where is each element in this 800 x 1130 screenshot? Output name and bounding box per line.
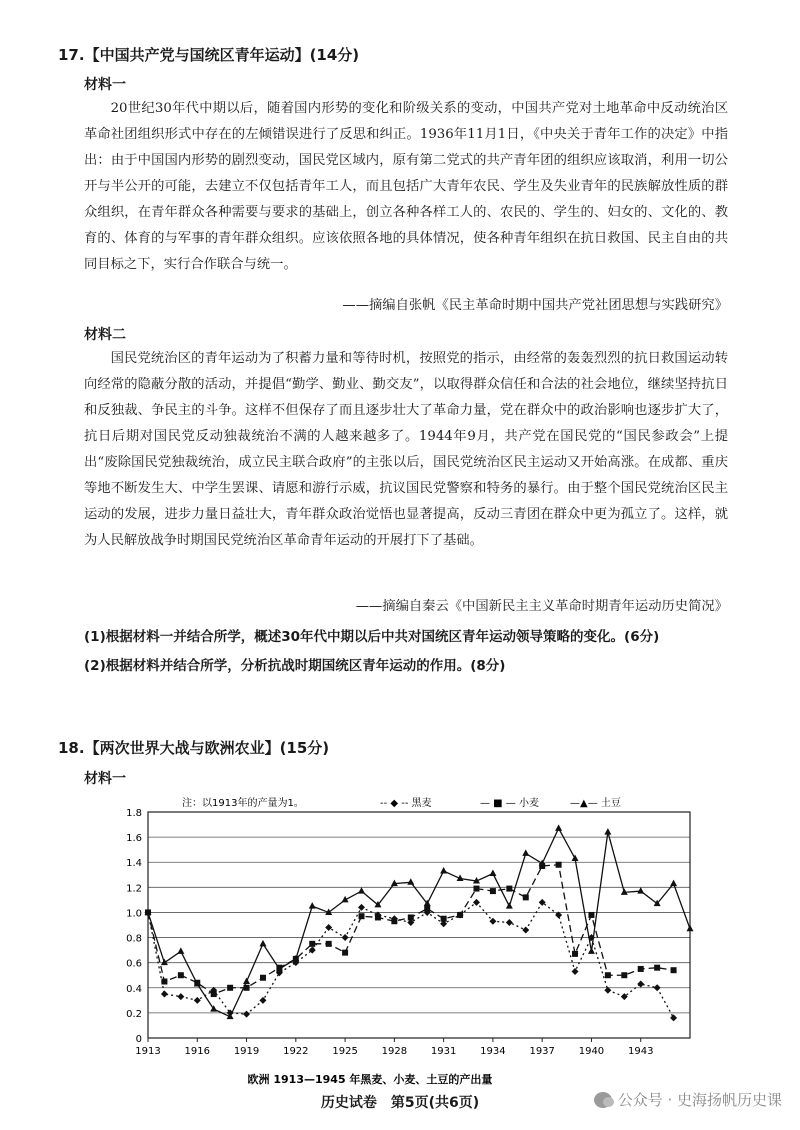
- data-point-wheat: [260, 975, 266, 981]
- data-point-potato: [604, 828, 611, 835]
- data-point-rye: [506, 919, 513, 926]
- question-18-title: 18.【两次世界大战与欧洲农业】(15分): [58, 739, 330, 757]
- x-tick-label: 1928: [381, 1046, 408, 1057]
- legend-item-potato: —▲— 土豆: [570, 798, 621, 809]
- data-point-potato: [555, 824, 562, 831]
- data-point-wheat: [556, 862, 562, 868]
- data-point-rye: [243, 1011, 250, 1018]
- data-point-rye: [161, 991, 168, 998]
- q17-material1-source: ——摘编自张帆《民主革命时期中国共产党社团思想与实践研究》: [342, 298, 728, 313]
- data-point-wheat: [572, 951, 578, 957]
- data-point-wheat: [227, 985, 233, 991]
- data-point-wheat: [161, 979, 167, 985]
- data-point-wheat: [178, 972, 184, 978]
- data-point-wheat: [654, 965, 660, 971]
- q18-material1-label: 材料一: [84, 771, 126, 787]
- data-point-potato: [177, 947, 184, 954]
- data-point-rye: [654, 984, 661, 991]
- data-point-potato: [358, 887, 365, 894]
- y-tick-label: 1.8: [126, 808, 142, 819]
- data-point-wheat: [391, 918, 397, 924]
- data-point-rye: [473, 899, 480, 906]
- q17-material2-text: 国民党统治区的青年运动为了积蓄力量和等待时机，按照党的指示，由经常的轰轰烈烈的抗日救国运动转向经常的隐蔽分散的活动，并提倡“勤学、勤业、勤交友”，以取得群众信任和合法的社会地位，继续坚持抗日和反独裁、争民主的斗争。这样不但保存了而且逐步壮大了革命力量，党在群众中的政治影响也逐步扩大了，抗日后期对国民党反动独裁统治不满的人越来越多了。1944年9月，共产党在国民党的“国民参政会”上提出“废除国民党独裁统治，成立民主联合政府”的主张以后，国民党统治区民主运动又开始高涨。在成都、重庆等地不断发生大、中学生罢课、请愿和游行示威，抗议国民党警察和特务的暴行。由于整个国民党统治区民主运动的发展，进步力量日益壮大，青年群众政治觉悟也显著提高，反动三青团在群众中更为孤立了。这样，就为人民解放战争时期国民党统治区革命青年运动的开展打下了基础。: [84, 351, 728, 548]
- data-point-potato: [506, 902, 513, 909]
- data-point-wheat: [638, 966, 644, 972]
- data-point-wheat: [441, 916, 447, 922]
- data-point-potato: [407, 878, 414, 885]
- data-point-rye: [670, 1014, 677, 1021]
- data-point-rye: [259, 997, 266, 1004]
- data-point-rye: [522, 927, 529, 934]
- data-point-potato: [588, 947, 595, 954]
- data-point-rye: [489, 918, 496, 925]
- data-point-wheat: [523, 894, 529, 900]
- data-point-potato: [440, 867, 447, 874]
- q17-subquestion-2: (2)根据材料并结合所学，分析抗战时期国统区青年运动的作用。(8分): [84, 658, 506, 674]
- page-footer: 历史试卷 第5页(共6页): [320, 1095, 480, 1111]
- data-point-potato: [309, 902, 316, 909]
- x-tick-label: 1925: [332, 1046, 358, 1057]
- crop-output-line-chart: [110, 795, 710, 1087]
- data-point-potato: [670, 880, 677, 887]
- y-tick-label: 0.4: [126, 983, 142, 995]
- data-point-rye: [325, 924, 332, 931]
- data-point-wheat: [326, 941, 332, 947]
- q17-material1-text: 20世纪30年代中期以后，随着国内形势的变化和阶级关系的变动，中国共产党对土地革命中反动统治区革命社团组织形式中存在的左倾错误进行了反思和纠正。1936年11月1日，《中央关于青年工作的决定》中指出：由于中国国内形势的剧烈变动，国民党区域内，原有第二党式的共产青年团的组织应该取消，利用一切公开与半公开的可能，去建立不仅包括青年工人，而且包括广大青年农民、学生及失业青年的民族解放性质的群众组织，在青年群众各种需要与要求的基础上，创立各种各样工人的、农民的、学生的、妇女的、文化的、教育的、体育的与军事的青年群众组织。应该依照各地的具体情况，使各种青年组织在抗日救国、民主自由的共同目标之下，实行合作联合与统一。: [84, 101, 728, 272]
- chart-axes: [126, 808, 653, 1057]
- data-point-rye: [177, 993, 184, 1000]
- x-tick-label: 1943: [628, 1046, 654, 1057]
- data-point-wheat: [342, 950, 348, 956]
- data-point-wheat: [473, 886, 479, 892]
- wechat-icon: [594, 1092, 612, 1108]
- data-point-rye: [572, 968, 579, 975]
- data-point-potato: [687, 925, 694, 932]
- data-point-wheat: [506, 886, 512, 892]
- data-point-potato: [637, 887, 644, 894]
- x-tick-label: 1940: [578, 1046, 605, 1057]
- y-tick-label: 1.0: [126, 908, 142, 920]
- chart-title: 欧洲 1913—1945 年黑麦、小麦、土豆的产出量: [247, 1073, 493, 1086]
- data-point-wheat: [605, 972, 611, 978]
- data-point-rye: [637, 981, 644, 988]
- x-tick-label: 1931: [430, 1046, 457, 1057]
- x-tick-label: 1913: [135, 1046, 161, 1057]
- y-tick-label: 0: [135, 1034, 142, 1045]
- x-tick-label: 1919: [233, 1046, 260, 1057]
- data-point-wheat: [375, 914, 381, 920]
- data-point-potato: [161, 959, 168, 966]
- q17-material1-label: 材料一: [84, 77, 126, 93]
- data-point-potato: [243, 978, 250, 985]
- data-point-rye: [358, 904, 365, 911]
- x-tick-label: 1922: [283, 1046, 309, 1057]
- data-point-wheat: [359, 913, 365, 919]
- data-point-wheat: [309, 941, 315, 947]
- watermark-text: 公众号 · 史海扬帆历史课: [617, 1091, 782, 1109]
- y-tick-label: 1.2: [126, 883, 142, 895]
- data-point-rye: [342, 934, 349, 941]
- y-tick-label: 1.6: [126, 833, 142, 845]
- watermark: [594, 1089, 782, 1110]
- y-tick-label: 1.4: [126, 858, 142, 870]
- legend-item-rye: -- ◆ -- 黑麦: [380, 798, 432, 809]
- data-point-wheat: [408, 914, 414, 920]
- q17-material2-label: 材料二: [84, 327, 126, 343]
- y-tick-label: 0.6: [126, 958, 142, 970]
- x-tick-label: 1934: [480, 1046, 506, 1057]
- data-point-potato: [522, 849, 529, 856]
- q17-subquestion-1: (1)根据材料一并结合所学，概述30年代中期以后中共对国统区青年运动领导策略的变化。(6分): [84, 629, 660, 645]
- legend-item-wheat: — ■ — 小麦: [480, 798, 539, 809]
- data-point-wheat: [621, 972, 627, 978]
- question-17-title: 17.【中国共产党与国统区青年运动】(14分): [58, 46, 360, 64]
- data-point-wheat: [671, 967, 677, 973]
- chart-note: 注：以1913年的产量为1。: [182, 798, 304, 809]
- plot-border: [148, 812, 690, 1038]
- data-point-rye: [194, 997, 201, 1004]
- data-point-potato: [572, 854, 579, 861]
- data-point-wheat: [490, 888, 496, 894]
- chart-series: [145, 824, 694, 1021]
- data-point-potato: [489, 870, 496, 877]
- x-tick-label: 1937: [529, 1046, 555, 1057]
- y-tick-label: 0.2: [126, 1008, 142, 1020]
- data-point-wheat: [588, 912, 594, 918]
- data-point-wheat: [211, 991, 217, 997]
- data-point-wheat: [457, 912, 463, 918]
- chart-legend: [380, 796, 621, 809]
- y-tick-label: 0.8: [126, 933, 142, 945]
- data-point-wheat: [424, 906, 430, 912]
- x-tick-label: 1916: [184, 1046, 210, 1057]
- data-point-potato: [259, 940, 266, 947]
- q17-material2-source: ——摘编自秦云《中国新民主主义革命时期青年运动历史简况》: [355, 599, 728, 614]
